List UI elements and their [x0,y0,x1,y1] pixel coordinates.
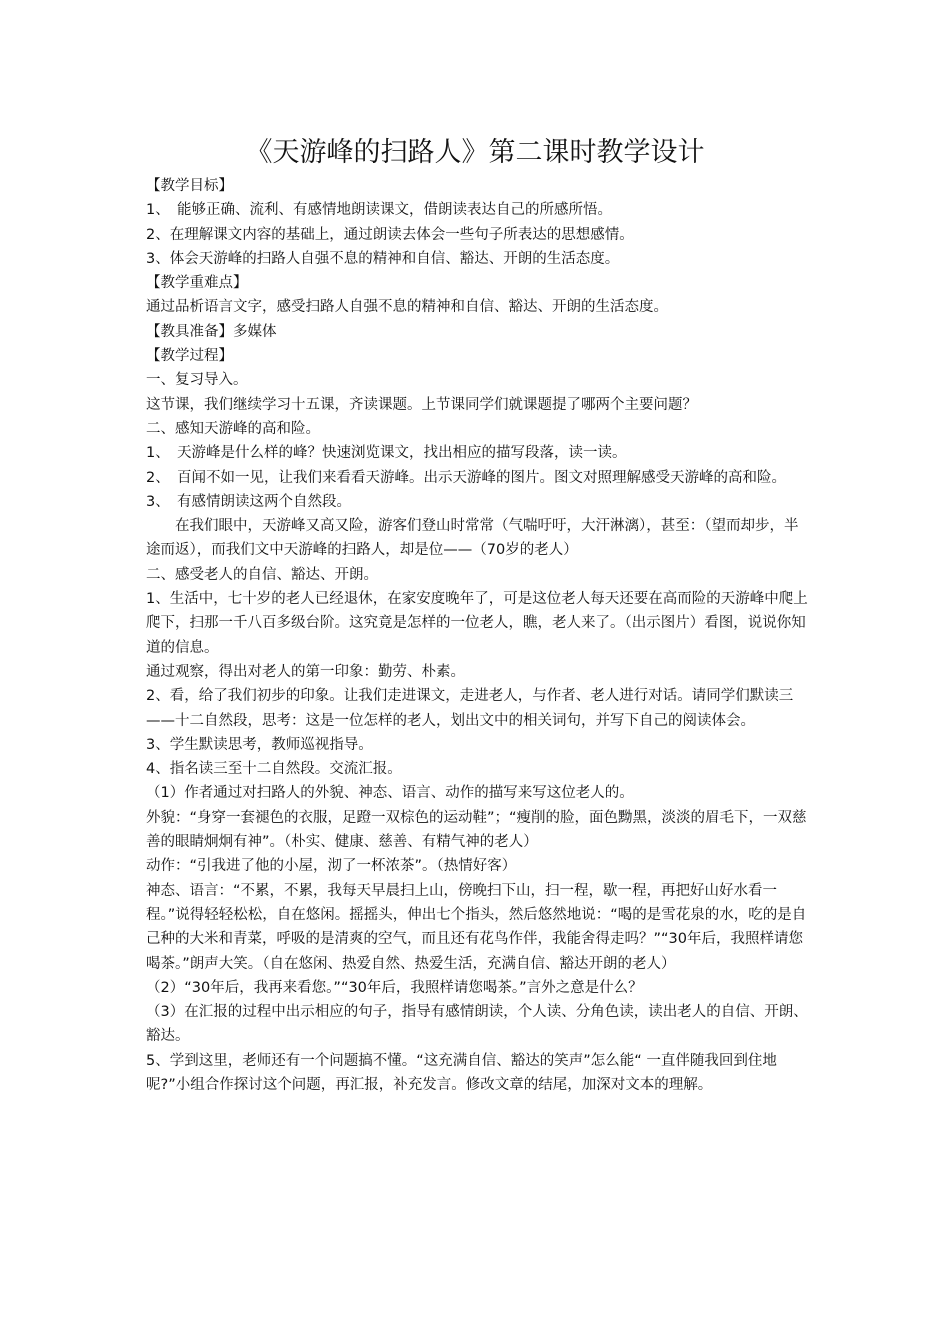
feel-sub-1: （1）作者通过对扫路人的外貌、神态、语言、动作的描写来写这位老人的。 [146,785,634,802]
section-heading-materials: 【教具准备】多媒体 [146,323,277,340]
document-title: 《天游峰的扫路人》第二课时教学设计 [245,137,705,168]
step-heading-perceive: 二、感知天游峰的高和险。 [146,420,320,437]
expression-speech-text: 神态、语言：“不累，不累，我每天早晨扫上山，傍晚扫下山，扫一程，歇一程，再把好山好水看一程。”说得轻轻松松，自在悠闲。摇摇头，伸出七个指头，然后悠然地说：“喝的是雪花泉的水，吃的是自己种的大米和青菜，呼吸的是清爽的空气，而且还有花鸟作伴，我能舍得走吗？”“30年后，我照样请您喝茶。”朗声大笑。（自在悠闲、热爱自然、热爱生活，充满自信、豁达开朗的老人） [146,882,807,972]
objective-1: 1、 能够正确、流利、有感情地朗读课文，借朗读表达自己的所感所悟。 [146,202,612,219]
step-heading-review: 一、复习导入。 [146,372,248,389]
perceive-item-1: 1、 天游峰是什么样的峰？快速浏览课文，找出相应的描写段落，读一读。 [146,445,627,462]
action-text: 动作：“引我进了他的小屋，沏了一杯浓茶”。（热情好客） [146,858,517,875]
perceive-item-2: 2、 百闻不如一见，让我们来看看天游峰。出示天游峰的图片。图文对照理解感受天游峰的高和险。 [146,469,786,486]
objective-2: 2、在理解课文内容的基础上，通过朗读去体会一些句子所表达的思想感情。 [146,226,634,243]
review-text: 这节课，我们继续学习十五课，齐读课题。上节课同学们就课题提了哪两个主要问题？ [146,396,697,413]
objective-3: 3、体会天游峰的扫路人自强不息的精神和自信、豁达、开朗的生活态度。 [146,250,620,267]
perceive-item-3: 3、 有感情朗读这两个自然段。 [146,493,351,510]
feel-item-3: 3、学生默读思考，教师巡视指导。 [146,736,373,753]
section-heading-objectives: 【教学目标】 [146,178,233,194]
key-points-text: 通过品析语言文字，感受扫路人自强不息的精神和自信、豁达、开朗的生活态度。 [146,299,668,316]
feel-item-5: 5、学到这里，老师还有一个问题搞不懂。“这充满自信、豁达的笑声”怎么能“ 一直伴随我回到住地呢?”小组合作探讨这个问题，再汇报，补充发言。修改文章的结尾，加深对文本的理解。 [146,1052,777,1093]
feel-item-2: 2、看，给了我们初步的印象。让我们走进课文，走进老人，与作者、老人进行对话。请同学们默读三——十二自然段，思考：这是一位怎样的老人，划出文中的相关词句，并写下自己的阅读体会。 [146,688,794,729]
feel-sub-2: （2）“30年后，我再来看您。”“30年后，我照样请您喝茶。”言外之意是什么？ [146,979,643,996]
step-heading-feel: 二、感受老人的自信、豁达、开朗。 [146,566,378,583]
document-body [146,174,811,1097]
perceive-paragraph: 在我们眼中，天游峰又高又险，游客们登山时常常（气喘吁吁，大汗淋漓），甚至：（望而却步，半途而返），而我们文中天游峰的扫路人，却是位——（70岁的老人） [146,518,799,559]
section-heading-process: 【教学过程】 [146,348,233,365]
section-heading-key-points: 【教学重难点】 [146,275,248,292]
feel-item-1: 1、生活中，七十岁的老人已经退休，在家安度晚年了，可是这位老人每天还要在高而险的天游峰中爬上爬下，扫那一千八百多级台阶。这究竟是怎样的一位老人，瞧，老人来了。（出示图片）看图，说说你知道的信息。 [146,591,808,656]
appearance-text: 外貌：“身穿一套褪色的衣服，足蹬一双棕色的运动鞋”；“瘦削的脸，面色黝黑，淡淡的眉毛下，一双慈善的眼睛炯炯有神”。（朴实、健康、慈善、有精气神的老人） [146,809,807,851]
feel-item-4: 4、指名读三至十二自然段。交流汇报。 [146,761,402,778]
feel-sub-3: （3）在汇报的过程中出示相应的句子，指导有感情朗读，个人读、分角色读，读出老人的自信、开朗、豁达。 [146,1004,808,1045]
feel-impression: 通过观察，得出对老人的第一印象：勤劳、朴素。 [146,663,465,680]
